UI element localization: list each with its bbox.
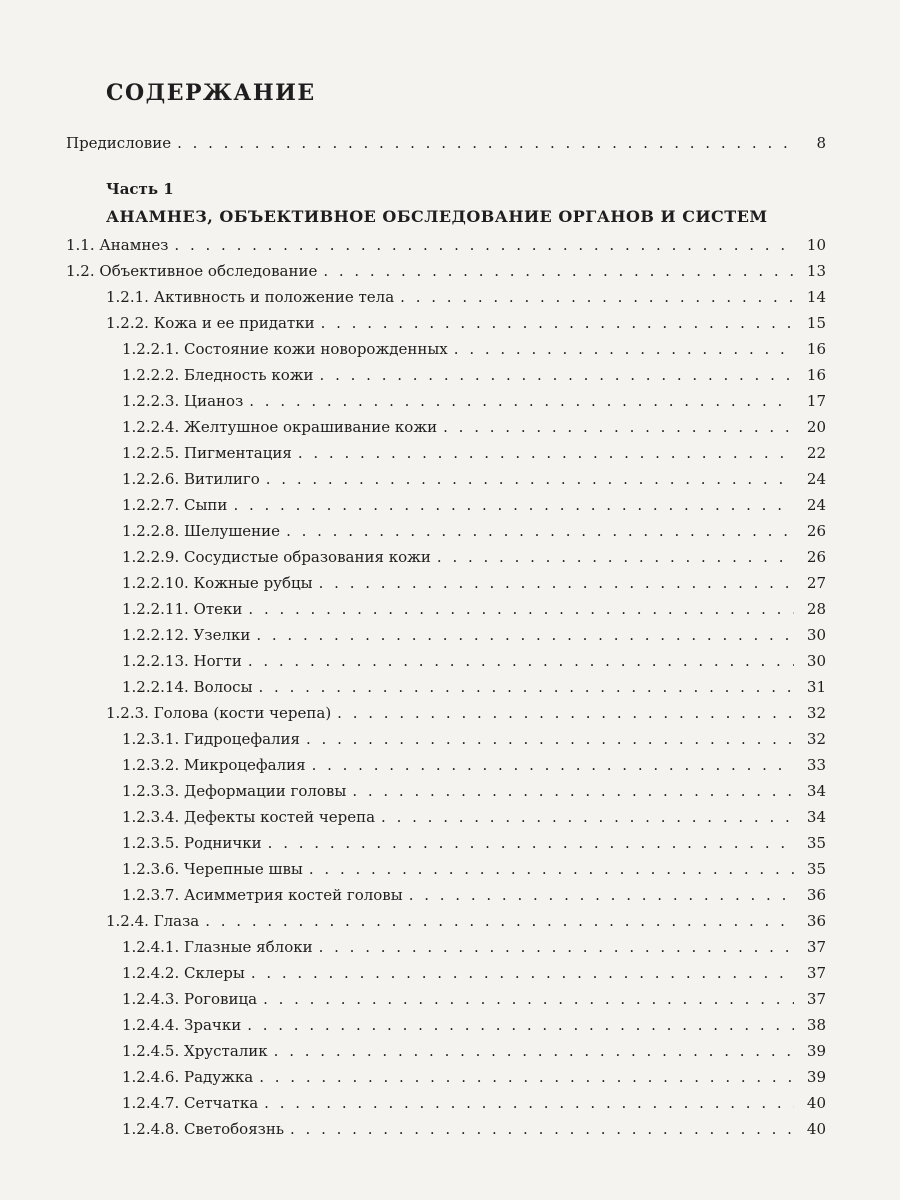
part-label: Часть 1: [106, 180, 174, 198]
dot-leader: [298, 440, 794, 466]
dot-leader: [306, 726, 794, 752]
toc-entry[interactable]: [66, 388, 826, 414]
toc-entry-page: 37: [806, 964, 826, 982]
toc-entry[interactable]: [66, 440, 826, 466]
toc-entry[interactable]: [66, 726, 826, 752]
toc-entry-page: 30: [806, 652, 826, 670]
toc-entry-page: 37: [806, 938, 826, 956]
toc-entry-page: 15: [806, 314, 826, 332]
toc-entry-title: 1.2.1. Активность и положение тела: [106, 288, 395, 306]
dot-leader: [248, 596, 794, 622]
dot-leader: [454, 336, 794, 362]
toc-entry-page: 16: [806, 340, 826, 358]
toc-entry-page: 37: [806, 990, 826, 1008]
toc-entry-page: 22: [806, 444, 826, 462]
toc-entry-title: 1.2.4.5. Хрусталик: [122, 1042, 268, 1060]
dot-leader: [337, 700, 794, 726]
toc-entry[interactable]: [66, 544, 826, 570]
dot-leader: [320, 362, 794, 388]
dot-leader: [177, 130, 794, 156]
page-title: СОДЕРЖАНИЕ: [106, 80, 316, 106]
toc-entry-title: 1.2.2.14. Волосы: [122, 678, 253, 696]
toc-entry-page: 26: [806, 548, 826, 566]
dot-leader: [400, 284, 794, 310]
toc-entry-page: 35: [806, 834, 826, 852]
dot-leader: [319, 570, 794, 596]
toc-entry-page: 27: [806, 574, 826, 592]
toc-entry-title: 1.2.2.3. Цианоз: [122, 392, 244, 410]
toc-entry[interactable]: [66, 1038, 826, 1064]
dot-leader: [266, 466, 794, 492]
part-title: АНАМНЕЗ, ОБЪЕКТИВНОЕ ОБСЛЕДОВАНИЕ ОРГАНОВ И СИСТЕМ: [106, 207, 768, 226]
toc-entry-title: 1.2. Объективное обследование: [66, 262, 318, 280]
toc-entry-title: 1.2.3.6. Черепные швы: [122, 860, 303, 878]
toc-entry-title: 1.2.2.6. Витилиго: [122, 470, 260, 488]
dot-leader: [263, 986, 794, 1012]
toc-entry[interactable]: [66, 960, 826, 986]
dot-leader: [264, 1090, 794, 1116]
dot-leader: [249, 388, 794, 414]
toc-entry-title: 1.2.2.12. Узелки: [122, 626, 251, 644]
toc-entry-title: 1.2.3.5. Роднички: [122, 834, 262, 852]
toc-entry[interactable]: [66, 1116, 826, 1142]
toc-entry-title: 1.2.3.7. Асимметрия костей головы: [122, 886, 403, 904]
toc-entries: [66, 232, 826, 1142]
toc-entry-title: 1.2.3. Голова (кости черепа): [106, 704, 332, 722]
toc-entry[interactable]: [66, 804, 826, 830]
toc-entry[interactable]: [66, 570, 826, 596]
toc-entry-page: 13: [806, 262, 826, 280]
toc-entry[interactable]: [66, 830, 826, 856]
toc-entry-page: 24: [806, 470, 826, 488]
toc-entry-title: 1.2.3.1. Гидроцефалия: [122, 730, 301, 748]
toc-entry-title: Предисловие: [66, 134, 172, 152]
toc-entry[interactable]: [66, 908, 826, 934]
toc-entry-page: 40: [806, 1120, 826, 1138]
toc-entry[interactable]: [66, 674, 826, 700]
toc-entry-page: 10: [806, 236, 826, 254]
toc-entry-page: 34: [806, 808, 826, 826]
toc-entry[interactable]: [66, 518, 826, 544]
toc-entry-title: 1.2.2.13. Ногти: [122, 652, 242, 670]
toc-entry-title: 1.2.2. Кожа и ее придатки: [106, 314, 315, 332]
toc-entry-title: 1.2.2.8. Шелушение: [122, 522, 281, 540]
dot-leader: [286, 518, 794, 544]
dot-leader: [259, 1064, 794, 1090]
toc-entry[interactable]: [66, 778, 826, 804]
toc-entry-page: 28: [806, 600, 826, 618]
dot-leader: [409, 882, 794, 908]
toc-entry[interactable]: [66, 258, 826, 284]
toc-entry-page: 39: [806, 1068, 826, 1086]
toc-entry-title: 1.2.2.10. Кожные рубцы: [122, 574, 313, 592]
toc-entry-title: 1.2.3.2. Микроцефалия: [122, 756, 306, 774]
toc-entry[interactable]: [66, 986, 826, 1012]
dot-leader: [323, 258, 794, 284]
toc-entry-preface[interactable]: [66, 130, 826, 156]
toc-entry[interactable]: [66, 336, 826, 362]
toc-entry-title: 1.2.4.3. Роговица: [122, 990, 258, 1008]
toc-entry-title: 1.2.4.6. Радужка: [122, 1068, 254, 1086]
toc-entry-page: 24: [806, 496, 826, 514]
dot-leader: [233, 492, 794, 518]
toc-entry-page: 17: [806, 392, 826, 410]
toc-entry-page: 26: [806, 522, 826, 540]
toc-entry[interactable]: [66, 596, 826, 622]
toc-entry-title: 1.2.4.4. Зрачки: [122, 1016, 242, 1034]
dot-leader: [268, 830, 794, 856]
toc-entry-title: 1.2.2.7. Сыпи: [122, 496, 228, 514]
dot-leader: [309, 856, 794, 882]
dot-leader: [381, 804, 794, 830]
toc-entry[interactable]: [66, 700, 826, 726]
toc-entry-page: 33: [806, 756, 826, 774]
dot-leader: [248, 648, 794, 674]
toc-entry-page: 32: [806, 704, 826, 722]
dot-leader: [290, 1116, 794, 1142]
toc-entry[interactable]: [66, 1090, 826, 1116]
toc-entry-title: 1.2.4.2. Склеры: [122, 964, 245, 982]
toc-entry-page: 36: [806, 886, 826, 904]
toc-entry-page: 20: [806, 418, 826, 436]
toc-entry-page: 34: [806, 782, 826, 800]
toc-entry[interactable]: [66, 934, 826, 960]
dot-leader: [312, 752, 794, 778]
toc-entry[interactable]: [66, 752, 826, 778]
toc-entry[interactable]: [66, 310, 826, 336]
toc-entry-title: 1.2.3.4. Дефекты костей черепа: [122, 808, 376, 826]
toc-entry-title: 1.1. Анамнез: [66, 236, 169, 254]
toc-entry-title: 1.2.4.7. Сетчатка: [122, 1094, 259, 1112]
toc-entry-page: 38: [806, 1016, 826, 1034]
dot-leader: [256, 622, 794, 648]
toc-entry-page: 40: [806, 1094, 826, 1112]
toc-entry[interactable]: [66, 622, 826, 648]
toc-entry-title: 1.2.3.3. Деформации головы: [122, 782, 347, 800]
dot-leader: [251, 960, 794, 986]
toc-entry-title: 1.2.2.4. Желтушное окрашивание кожи: [122, 418, 438, 436]
toc-entry-page: 14: [806, 288, 826, 306]
toc-entry-page: 32: [806, 730, 826, 748]
dot-leader: [319, 934, 794, 960]
dot-leader: [352, 778, 794, 804]
toc-entry-page: 39: [806, 1042, 826, 1060]
toc-entry[interactable]: [66, 414, 826, 440]
toc-entry-title: 1.2.4. Глаза: [106, 912, 200, 930]
toc-entry-title: 1.2.2.2. Бледность кожи: [122, 366, 314, 384]
toc-entry[interactable]: [66, 466, 826, 492]
toc-entry[interactable]: [66, 1064, 826, 1090]
toc-entry-title: 1.2.4.1. Глазные яблоки: [122, 938, 313, 956]
dot-leader: [247, 1012, 794, 1038]
toc-entry-page: 31: [806, 678, 826, 696]
toc-entry-page: 16: [806, 366, 826, 384]
toc-entry[interactable]: [66, 362, 826, 388]
toc-entry[interactable]: [66, 882, 826, 908]
toc-entry-title: 1.2.2.1. Состояние кожи новорожденных: [122, 340, 448, 358]
toc-entry[interactable]: [66, 1012, 826, 1038]
toc-entry-title: 1.2.2.9. Сосудистые образования кожи: [122, 548, 431, 566]
toc-entry-title: 1.2.4.8. Светобоязнь: [122, 1120, 285, 1138]
toc-entry[interactable]: [66, 648, 826, 674]
dot-leader: [205, 908, 794, 934]
toc-entry[interactable]: [66, 492, 826, 518]
toc-entry-title: 1.2.2.5. Пигментация: [122, 444, 292, 462]
toc-entry[interactable]: [66, 232, 826, 258]
toc-entry[interactable]: [66, 856, 826, 882]
toc-entry[interactable]: [66, 284, 826, 310]
toc-entry-page: 35: [806, 860, 826, 878]
toc-entry-page: 8: [816, 134, 826, 152]
toc-entry-page: 36: [806, 912, 826, 930]
dot-leader: [321, 310, 794, 336]
toc-entry-title: 1.2.2.11. Отеки: [122, 600, 243, 618]
dot-leader: [259, 674, 794, 700]
dot-leader: [437, 544, 794, 570]
toc-page: [66, 80, 826, 1142]
dot-leader: [274, 1038, 794, 1064]
toc-entry-page: 30: [806, 626, 826, 644]
dot-leader: [443, 414, 794, 440]
dot-leader: [174, 232, 794, 258]
